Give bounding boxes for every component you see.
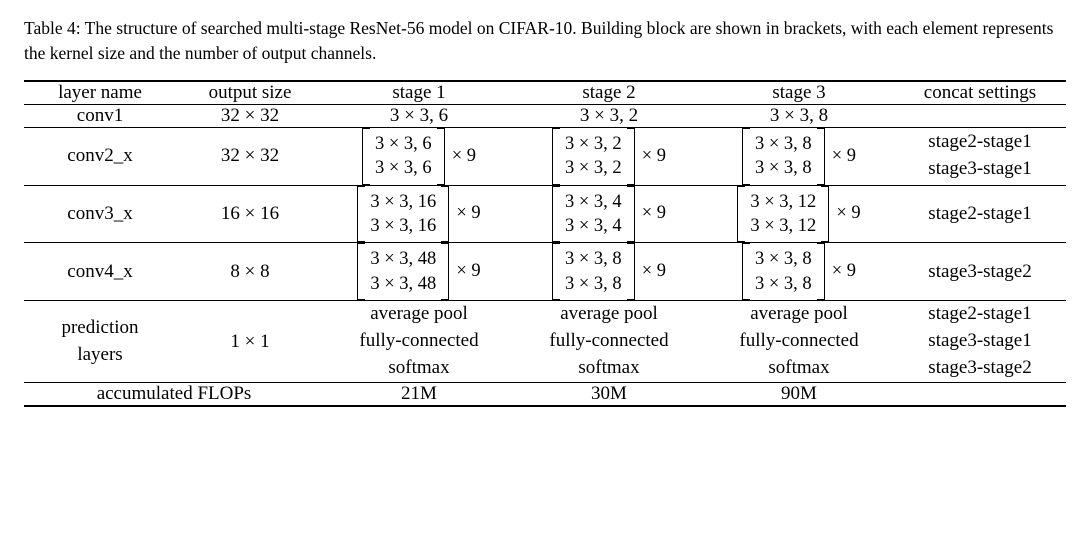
row-stage3: 3 × 3, 8 (704, 104, 894, 127)
row-concat (894, 127, 1066, 185)
row-layer-name: conv4_x (24, 243, 176, 301)
flops-stage1: 21M (324, 383, 514, 407)
row-stage3 (704, 301, 894, 383)
building-block (357, 243, 480, 300)
header-layer-name: layer name (24, 81, 176, 105)
block-line: 3 × 3, 4 (565, 215, 622, 236)
flops-stage3: 90M (704, 383, 894, 407)
pred-line: average pool (560, 303, 658, 325)
pred-line: softmax (388, 357, 450, 379)
block-line: 3 × 3, 48 (370, 249, 437, 270)
block-multiplier: × 9 (451, 145, 476, 166)
table-row (24, 127, 1066, 185)
building-block (552, 128, 666, 185)
layer-name-line: prediction (61, 316, 139, 338)
row-output-size: 32 × 32 (176, 127, 324, 185)
row-layer-name (24, 301, 176, 383)
block-line: 3 × 3, 12 (750, 191, 817, 212)
block-brackets (552, 243, 635, 300)
block-multiplier: × 9 (456, 261, 481, 282)
table-head (24, 81, 1066, 105)
row-stage1 (324, 301, 514, 383)
table-caption-text: The structure of searched multi-stage ResNet-56 model on CIFAR-10. Building block are shown in brackets, with each element represents the kernel size and the number of output channels. (24, 18, 1054, 63)
pred-line: average pool (750, 303, 848, 325)
table-row (24, 185, 1066, 243)
layer-name-line: layers (77, 343, 123, 365)
block-multiplier: × 9 (831, 145, 856, 166)
building-block (362, 128, 476, 185)
block-multiplier: × 9 (836, 203, 861, 224)
pred-line: fully-connected (359, 330, 479, 352)
row-layer-name: conv1 (24, 104, 176, 127)
block-line: 3 × 3, 16 (370, 191, 437, 212)
header-stage-1: stage 1 (324, 81, 514, 105)
block-multiplier: × 9 (831, 261, 856, 282)
block-line: 3 × 3, 16 (370, 215, 437, 236)
flops-row (24, 383, 1066, 407)
block-line: 3 × 3, 48 (370, 273, 437, 294)
row-stage2 (514, 185, 704, 243)
table-row (24, 243, 1066, 301)
table-row (24, 104, 1066, 127)
building-block (742, 243, 856, 300)
row-output-size: 8 × 8 (176, 243, 324, 301)
concat-line: stage2-stage1 (928, 131, 1032, 153)
row-stage2 (514, 127, 704, 185)
row-stage2: 3 × 3, 2 (514, 104, 704, 127)
block-brackets (357, 243, 449, 300)
row-stage1: 3 × 3, 6 (324, 104, 514, 127)
block-brackets (357, 186, 449, 243)
header-stage-2: stage 2 (514, 81, 704, 105)
row-stage3 (704, 127, 894, 185)
row-stage1 (324, 127, 514, 185)
block-brackets (742, 243, 825, 300)
header-stage-3: stage 3 (704, 81, 894, 105)
concat-line: stage3-stage2 (928, 357, 1032, 379)
row-concat (894, 104, 1066, 127)
block-line: 3 × 3, 8 (755, 249, 812, 270)
pred-line: softmax (768, 357, 830, 379)
block-line: 3 × 3, 12 (750, 215, 817, 236)
row-stage3 (704, 243, 894, 301)
row-concat (894, 301, 1066, 383)
header-row (24, 81, 1066, 105)
concat-line: stage3-stage1 (928, 330, 1032, 352)
block-brackets (737, 186, 829, 243)
row-concat: stage2-stage1 (894, 185, 1066, 243)
building-block (742, 128, 856, 185)
flops-stage2: 30M (514, 383, 704, 407)
building-block (357, 186, 480, 243)
pred-line: average pool (370, 303, 468, 325)
pred-line: softmax (578, 357, 640, 379)
block-line: 3 × 3, 8 (755, 273, 812, 294)
block-line: 3 × 3, 4 (565, 191, 622, 212)
concat-line: stage3-stage1 (928, 158, 1032, 180)
table-caption (24, 16, 1056, 66)
flops-concat (894, 383, 1066, 407)
block-brackets (362, 128, 445, 185)
concat-line: stage2-stage1 (928, 303, 1032, 325)
pred-line: fully-connected (549, 330, 669, 352)
block-brackets (552, 186, 635, 243)
row-output-size: 1 × 1 (176, 301, 324, 383)
block-brackets (552, 128, 635, 185)
pred-line: fully-connected (739, 330, 859, 352)
block-line: 3 × 3, 8 (755, 158, 812, 179)
table-row (24, 301, 1066, 383)
block-multiplier: × 9 (456, 203, 481, 224)
block-line: 3 × 3, 2 (565, 158, 622, 179)
block-brackets (742, 128, 825, 185)
building-block (552, 186, 666, 243)
row-stage2 (514, 301, 704, 383)
row-output-size: 16 × 16 (176, 185, 324, 243)
block-line: 3 × 3, 8 (565, 273, 622, 294)
flops-label: accumulated FLOPs (24, 383, 324, 407)
building-block (737, 186, 860, 243)
block-multiplier: × 9 (641, 145, 666, 166)
block-multiplier: × 9 (641, 261, 666, 282)
row-stage1 (324, 243, 514, 301)
row-output-size: 32 × 32 (176, 104, 324, 127)
block-multiplier: × 9 (641, 203, 666, 224)
block-line: 3 × 3, 2 (565, 133, 622, 154)
row-stage1 (324, 185, 514, 243)
table-caption-label: Table 4: (24, 18, 81, 38)
row-stage3 (704, 185, 894, 243)
row-stage2 (514, 243, 704, 301)
table-body (24, 104, 1066, 406)
structure-table (24, 80, 1066, 407)
row-layer-name: conv2_x (24, 127, 176, 185)
row-layer-name: conv3_x (24, 185, 176, 243)
block-line: 3 × 3, 8 (755, 133, 812, 154)
block-line: 3 × 3, 6 (375, 133, 432, 154)
block-line: 3 × 3, 8 (565, 249, 622, 270)
row-concat: stage3-stage2 (894, 243, 1066, 301)
header-concat-settings: concat settings (894, 81, 1066, 105)
header-output-size: output size (176, 81, 324, 105)
block-line: 3 × 3, 6 (375, 158, 432, 179)
building-block (552, 243, 666, 300)
